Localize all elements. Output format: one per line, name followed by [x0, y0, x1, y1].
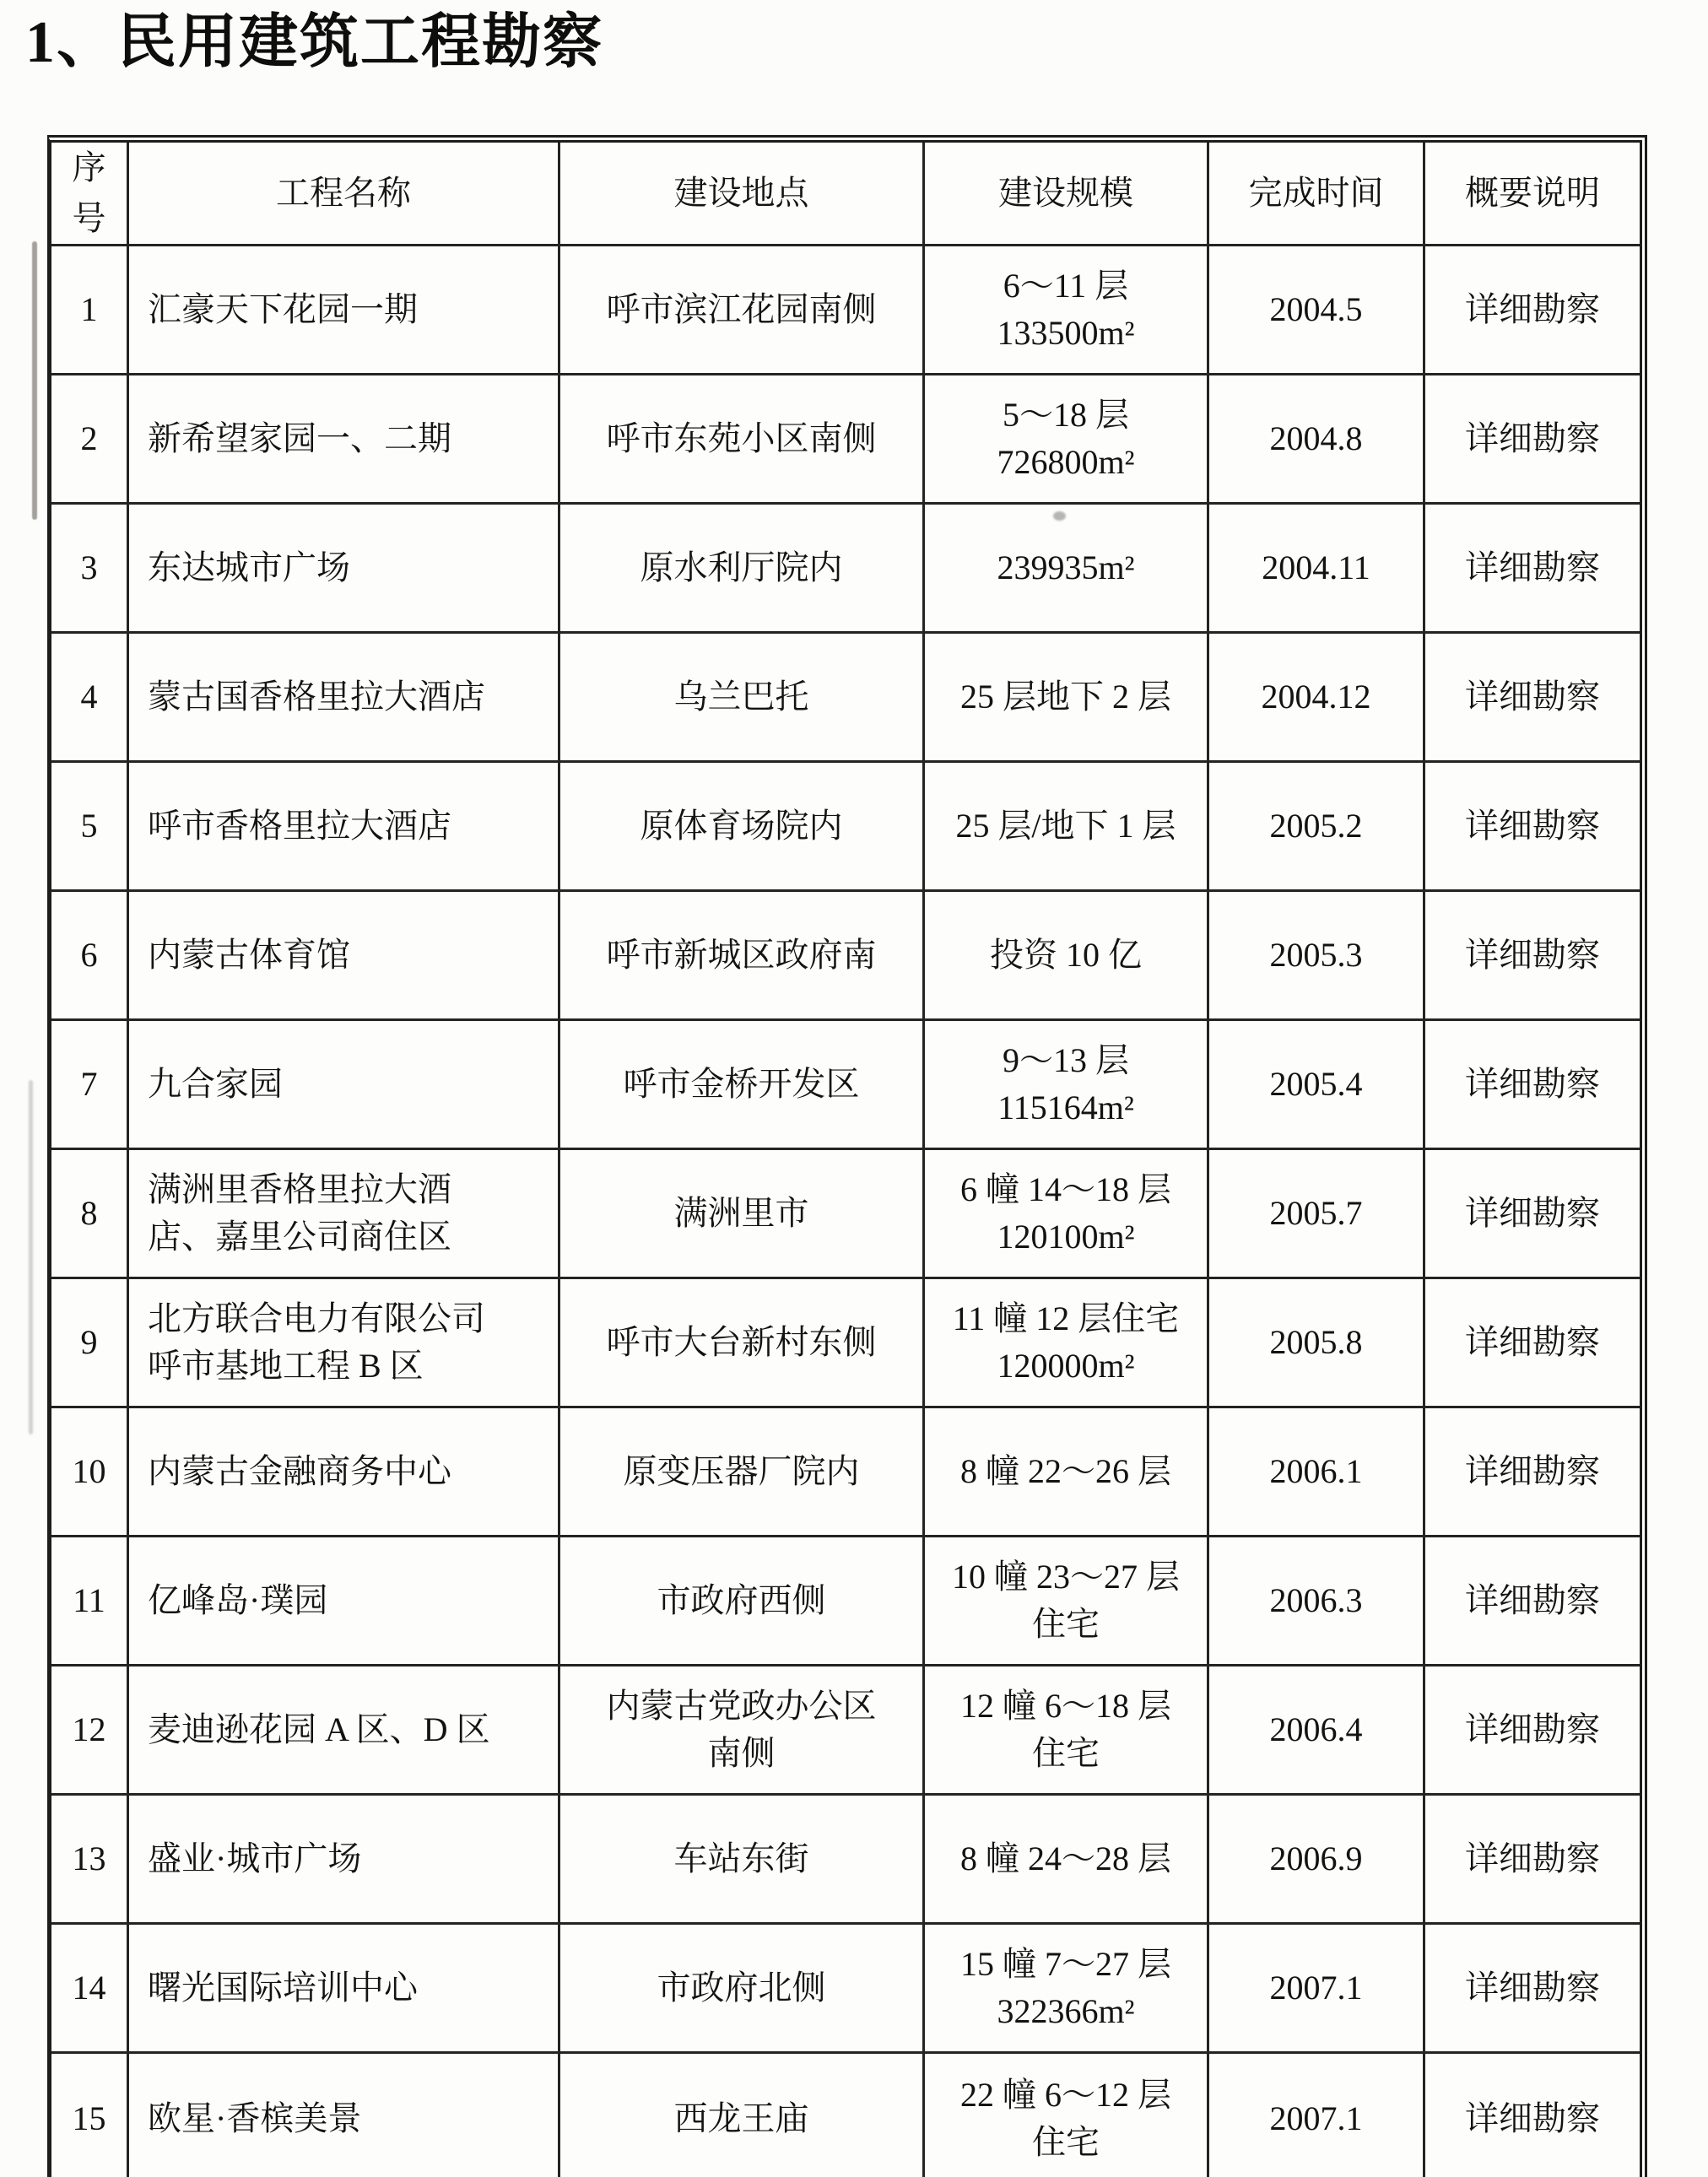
table-row: [51, 1408, 1640, 1537]
cell-location: 呼市滨江花园南侧: [560, 246, 925, 375]
cell-name: 麦迪逊花园 A 区、D 区: [129, 1667, 560, 1796]
cell-note: 详细勘察: [1425, 1279, 1640, 1408]
column-header-time: 完成时间: [1209, 143, 1425, 246]
cell-time: 2004.12: [1209, 634, 1425, 763]
cell-note: 详细勘察: [1465, 2099, 1600, 2137]
cell-note: 详细勘察: [1425, 505, 1640, 634]
table-row: [51, 1150, 1640, 1279]
cell-time: 2006.4: [1209, 1667, 1425, 1796]
cell-time: 2004.5: [1209, 246, 1425, 375]
cell-scale: 投资 10 亿: [925, 892, 1209, 1021]
cell-name: 欧星·香槟美景: [129, 2054, 560, 2177]
cell-note: 详细勘察: [1425, 1925, 1640, 2054]
cell-time: 2005.2: [1209, 763, 1425, 892]
cell-name: 盛业·城市广场: [129, 1796, 560, 1925]
table-row: [51, 246, 1640, 375]
cell-time: 2005.8: [1209, 1279, 1425, 1408]
cell-time: 2006.3: [1209, 1537, 1425, 1667]
table-row: [51, 1925, 1640, 2054]
cell-location: 西龙王庙: [560, 2054, 925, 2177]
cell-location: 乌兰巴托: [560, 634, 925, 763]
cell-scale: 8 幢 22～26 层: [925, 1408, 1209, 1537]
cell-name: 内蒙古体育馆: [129, 892, 560, 1021]
cell-no: 14: [51, 1925, 129, 2054]
table-row: [51, 505, 1640, 634]
cell-scale: 6 幢 14～18 层 120100m²: [925, 1150, 1209, 1279]
cell-name: 九合家园: [129, 1021, 560, 1150]
cell-scale: 15 幢 7～27 层 322366m²: [925, 1925, 1209, 2054]
cell-note: 详细勘察: [1425, 375, 1640, 505]
cell-time: 2004.11: [1209, 505, 1425, 634]
table-row: [51, 1537, 1640, 1667]
cell-note: 详细勘察: [1425, 1150, 1640, 1279]
cell-no: 6: [51, 892, 129, 1021]
cell-name: 蒙古国香格里拉大酒店: [129, 634, 560, 763]
column-header-location: 建设地点: [560, 143, 925, 246]
cell-location: 呼市金桥开发区: [560, 1021, 925, 1150]
cell-no: 13: [51, 1796, 129, 1925]
cell-location: 满洲里市: [560, 1150, 925, 1279]
cell-no: 3: [51, 505, 129, 634]
table-row: [51, 2054, 1640, 2177]
cell-location: 呼市东苑小区南侧: [560, 375, 925, 505]
table-row: [51, 892, 1640, 1021]
column-header-no: 序号: [51, 143, 129, 246]
cell-location: 原体育场院内: [560, 763, 925, 892]
cell-note: 详细勘察: [1425, 1667, 1640, 1796]
cell-scale: 8 幢 24～28 层: [925, 1796, 1209, 1925]
cell-scale: 239935m²: [925, 505, 1209, 634]
table-row: [51, 1796, 1640, 1925]
column-header-note: 概要说明: [1425, 143, 1640, 246]
cell-name: 内蒙古金融商务中心: [129, 1408, 560, 1537]
cell-scale: 25 层地下 2 层: [925, 634, 1209, 763]
cell-no: 15: [51, 2054, 129, 2177]
table-row: [51, 375, 1640, 505]
cell-no: 7: [51, 1021, 129, 1150]
cell-no: 2: [51, 375, 129, 505]
cell-time: 2005.4: [1209, 1021, 1425, 1150]
cell-name: 北方联合电力有限公司 呼市基地工程 B 区: [129, 1279, 560, 1408]
cell-no: 12: [51, 1667, 129, 1796]
cell-scale: 12 幢 6～18 层 住宅: [925, 1667, 1209, 1796]
cell-name: 新希望家园一、二期: [129, 375, 560, 505]
cell-note: 详细勘察: [1425, 1537, 1640, 1667]
cell-note: 详细勘察: [1425, 763, 1640, 892]
cell-location: 原变压器厂院内: [560, 1408, 925, 1537]
table-row: [51, 1021, 1640, 1150]
cell-no: 10: [51, 1408, 129, 1537]
cell-time: 2005.3: [1209, 892, 1425, 1021]
cell-scale: 9～13 层 115164m²: [925, 1021, 1209, 1150]
cell-scale: 25 层/地下 1 层: [925, 763, 1209, 892]
cell-scale: 5～18 层 726800m²: [925, 375, 1209, 505]
table-row: [51, 1667, 1640, 1796]
cell-note: 详细勘察: [1425, 1408, 1640, 1537]
cell-time: 2005.7: [1209, 1150, 1425, 1279]
cell-location: 市政府北侧: [560, 1925, 925, 2054]
cell-scale: 6～11 层 133500m²: [925, 246, 1209, 375]
cell-name: 满洲里香格里拉大酒 店、嘉里公司商住区: [129, 1150, 560, 1279]
table-row: [51, 763, 1640, 892]
cell-name: 呼市香格里拉大酒店: [129, 763, 560, 892]
cell-scale: 10 幢 23～27 层 住宅: [925, 1537, 1209, 1667]
cell-no: 4: [51, 634, 129, 763]
cell-note: 详细勘察: [1425, 892, 1640, 1021]
scan-artifact-streak-2: [29, 1080, 33, 1434]
cell-note: 详细勘察: [1425, 1796, 1640, 1925]
cell-no: 1: [51, 246, 129, 375]
cell-time: 2007.1: [1209, 1925, 1425, 2054]
cell-location: 市政府西侧: [560, 1537, 925, 1667]
cell-name: 曙光国际培训中心: [129, 1925, 560, 2054]
cell-scale: 11 幢 12 层住宅 120000m²: [925, 1279, 1209, 1408]
cell-note: 详细勘察: [1425, 1021, 1640, 1150]
table-header-row: [51, 143, 1640, 246]
cell-scale: 22 幢 6～12 层 住宅: [925, 2054, 1209, 2177]
cell-note: 详细勘察: [1425, 246, 1640, 375]
cell-time: 2004.8: [1209, 375, 1425, 505]
table-body: [51, 246, 1640, 2177]
column-header-name: 工程名称: [129, 143, 560, 246]
cell-name: 亿峰岛·璞园: [129, 1537, 560, 1667]
cell-no: 5: [51, 763, 129, 892]
cell-name: 汇豪天下花园一期: [129, 246, 560, 375]
table-row: [51, 634, 1640, 763]
cell-name: 东达城市广场: [129, 505, 560, 634]
cell-location: 呼市大台新村东侧: [560, 1279, 925, 1408]
page-title: 1、民用建筑工程勘察: [25, 10, 603, 75]
cell-location: 原水利厅院内: [560, 505, 925, 634]
cell-note: 详细勘察: [1425, 634, 1640, 763]
cell-location: 呼市新城区政府南: [560, 892, 925, 1021]
projects-table: [47, 135, 1647, 2177]
cell-location: 车站东街: [560, 1796, 925, 1925]
column-header-scale: 建设规模: [925, 143, 1209, 246]
scan-artifact-speck: [1053, 511, 1066, 521]
cell-location: 内蒙古党政办公区 南侧: [560, 1667, 925, 1796]
cell-no: 9: [51, 1279, 129, 1408]
cell-no: 8: [51, 1150, 129, 1279]
cell-time: 2006.9: [1209, 1796, 1425, 1925]
table-row: [51, 1279, 1640, 1408]
cell-time: 2006.1: [1209, 1408, 1425, 1537]
cell-no: 11: [51, 1537, 129, 1667]
scan-artifact-streak: [32, 241, 37, 520]
cell-time: 2007.1: [1209, 2054, 1425, 2177]
